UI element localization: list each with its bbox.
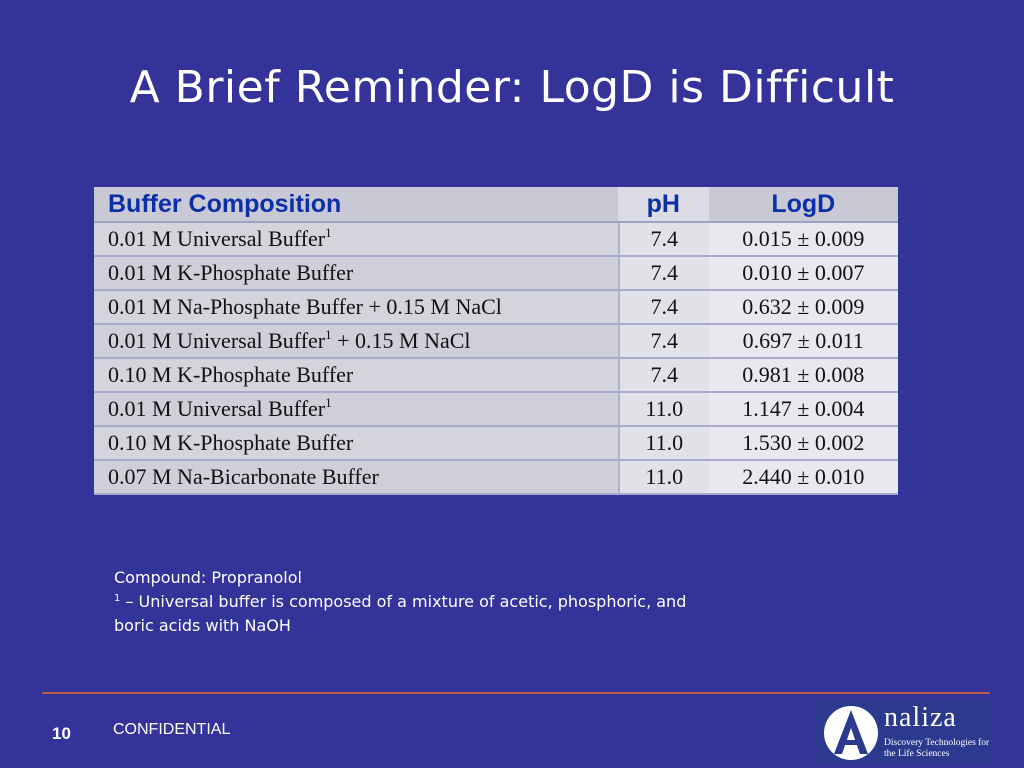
cell-composition: 0.01 M Universal Buffer$^1$ + 0.15 M NaCl bbox=[94, 325, 618, 359]
table-row bbox=[94, 461, 898, 495]
cell-logd: 1.530 ± 0.002 bbox=[709, 427, 898, 461]
cell-composition: 0.07 M Na-Bicarbonate Buffer bbox=[94, 461, 618, 495]
slide-title: A Brief Reminder: LogD is Difficult bbox=[129, 62, 895, 113]
cell-ph: 7.4 bbox=[618, 359, 709, 393]
confidential-label: CONFIDENTIAL bbox=[113, 721, 231, 738]
cell-composition: 0.10 M K-Phosphate Buffer bbox=[94, 359, 618, 393]
cell-ph: 11.0 bbox=[618, 393, 709, 427]
cell-ph: 11.0 bbox=[618, 427, 709, 461]
footnote-ref: 1 bbox=[325, 225, 332, 240]
cell-logd: 0.697 ± 0.011 bbox=[709, 325, 898, 359]
footnote-text: – Universal buffer is composed of a mixture of acetic, phosphoric, and boric acids with NaOH bbox=[114, 592, 687, 635]
cell-ph: 7.4 bbox=[618, 223, 709, 257]
cell-composition: 0.10 M K-Phosphate Buffer bbox=[94, 427, 618, 461]
compound-note: Compound: Propranolol bbox=[114, 568, 302, 587]
header-buffer-composition: Buffer Composition bbox=[94, 187, 618, 223]
header-ph: pH bbox=[618, 187, 709, 223]
table-header-row bbox=[94, 187, 898, 223]
cell-logd: 0.632 ± 0.009 bbox=[709, 291, 898, 325]
cell-ph: 11.0 bbox=[618, 461, 709, 495]
table-row bbox=[94, 291, 898, 325]
slide-notes bbox=[114, 566, 714, 638]
buffer-logd-table bbox=[94, 187, 898, 495]
page-number: 10 bbox=[52, 724, 71, 743]
cell-ph: 7.4 bbox=[618, 325, 709, 359]
logo-name: naliza bbox=[884, 702, 957, 733]
cell-logd: 0.981 ± 0.008 bbox=[709, 359, 898, 393]
cell-ph: 7.4 bbox=[618, 257, 709, 291]
logo-tagline: Discovery Technologies for the Life Sciences bbox=[884, 738, 990, 759]
footnote-marker: 1 bbox=[114, 593, 121, 604]
header-logd: LogD bbox=[709, 187, 898, 223]
footer-divider bbox=[42, 692, 990, 694]
table-row bbox=[94, 223, 898, 257]
footnote bbox=[114, 590, 714, 638]
cell-composition: 0.01 M K-Phosphate Buffer bbox=[94, 257, 618, 291]
footnote-ref: 1 bbox=[325, 327, 332, 342]
cell-logd: 1.147 ± 0.004 bbox=[709, 393, 898, 427]
table-row bbox=[94, 257, 898, 291]
table-row bbox=[94, 393, 898, 427]
cell-composition: 0.01 M Universal Buffer$^1$ bbox=[94, 393, 618, 427]
cell-logd: 0.010 ± 0.007 bbox=[709, 257, 898, 291]
cell-composition: 0.01 M Universal Buffer$^1$ bbox=[94, 223, 618, 257]
cell-composition: 0.01 M Na-Phosphate Buffer + 0.15 M NaCl bbox=[94, 291, 618, 325]
analiza-logo bbox=[816, 700, 994, 764]
logo-a-mark-icon bbox=[820, 702, 882, 762]
cell-logd: 2.440 ± 0.010 bbox=[709, 461, 898, 495]
table-row bbox=[94, 427, 898, 461]
table-row bbox=[94, 325, 898, 359]
table-row bbox=[94, 359, 898, 393]
cell-ph: 7.4 bbox=[618, 291, 709, 325]
footnote-ref: 1 bbox=[325, 395, 332, 410]
cell-logd: 0.015 ± 0.009 bbox=[709, 223, 898, 257]
